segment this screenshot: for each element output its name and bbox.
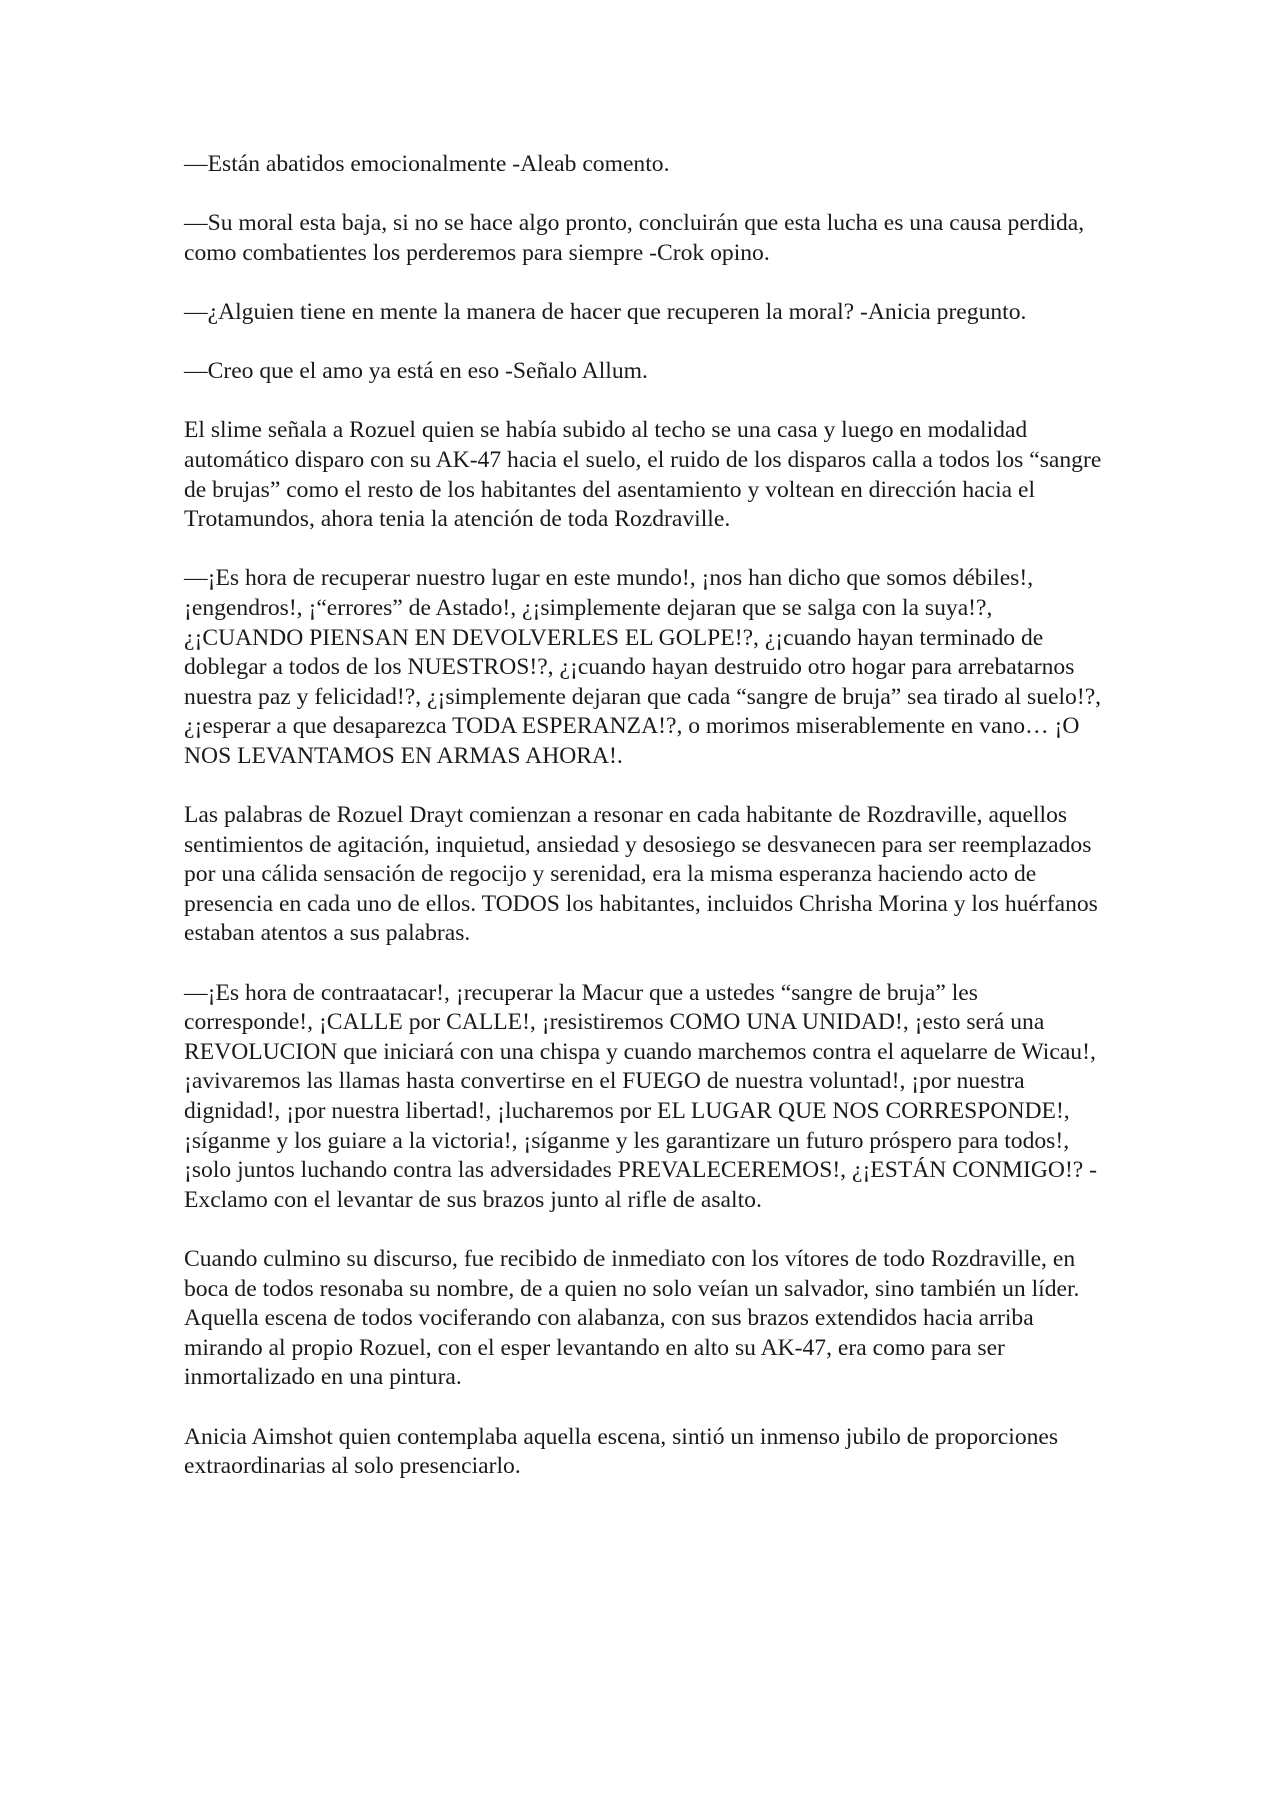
paragraph: —¡Es hora de recuperar nuestro lugar en este mundo!, ¡nos han dicho que somos débiles!, ¡engendros!, ¡“errores” de Astado!, ¿¡simplemente dejaran que se salga con la suya!?, ¿¡CUANDO PIENSAN EN DEVOLVERLES EL GOLPE!?, ¿¡cuando hayan terminado de doblegar a todos de los NUESTROS!?, ¿¡cuando hayan destruido otro hogar para arrebatarnos nuestra paz y felicidad!?, ¿¡simplemente dejaran que cada “sangre de bruja” sea tirado al suelo!?, ¿¡esperar a que desaparezca TODA ESPERANZA!?, o morimos miserablemente en vano… ¡O NOS LEVANTAMOS EN ARMAS AHORA!. bbox=[184, 565, 1102, 769]
paragraph: —Están abatidos emocionalmente -Aleab comento. bbox=[184, 151, 670, 177]
paragraph: Cuando culmino su discurso, fue recibido de inmediato con los vítores de todo Rozdraville, en boca de todos resonaba su nombre, de a quien no solo veían un salvador, sino también un líder. Aquella escena de todos vociferando con alabanza, con sus brazos extendidos hacia arriba mirando al propio Rozuel, con el esper levantando en alto su AK-47, era como para ser inmortalizado en una pintura. bbox=[184, 1245, 1080, 1391]
paragraph: —¡Es hora de contraatacar!, ¡recuperar la Macur que a ustedes “sangre de bruja” les corresponde!, ¡CALLE por CALLE!, ¡resistiremos COMO UNA UNIDAD!, ¡esto será una REVOLUCION que iniciará con una chispa y cuando marchemos contra el aquelarre de Wicau!, ¡avivaremos las llamas hasta convertirse en el FUEGO de nuestra voluntad!, ¡por nuestra dignidad!, ¡por nuestra libertad!, ¡lucharemos por EL LUGAR QUE NOS CORRESPONDE!, ¡síganme y los guiare a la victoria!, ¡síganme y les garantizare un futuro próspero para todos!, ¡solo juntos luchando contra las adversidades PREVALECEREMOS!, ¿¡ESTÁN CONMIGO!? -Exclamo con el levantar de sus brazos junto al rifle de asalto. bbox=[184, 979, 1098, 1213]
paragraph: —Creo que el amo ya está en eso -Señalo Allum. bbox=[184, 358, 648, 385]
paragraph: —Su moral esta baja, si no se hace algo pronto, concluirán que esta lucha es una causa perdida, como combatientes los perderemos para siempre -Crok opino. bbox=[184, 210, 1085, 266]
paragraph: El slime señala a Rozuel quien se había subido al techo se una casa y luego en modalidad automático disparo con su AK-47 hacia el suelo, el ruido de los disparos calla a todos los “sangre de brujas” como el resto de los habitantes del asentamiento y voltean en dirección hacia el Trotamundos, ahora tenia la atención de toda Rozdraville. bbox=[184, 417, 1102, 533]
paragraph: Anicia Aimshot quien contemplaba aquella escena, sintió un inmenso jubilo de proporciones extraordinarias al solo presenciarlo. bbox=[184, 1423, 1059, 1480]
paragraph: —¿Alguien tiene en mente la manera de hacer que recuperen la moral? -Anicia pregunto. bbox=[184, 298, 1027, 325]
document-body bbox=[184, 150, 1104, 1482]
paragraph: Las palabras de Rozuel Drayt comienzan a resonar en cada habitante de Rozdraville, aquellos sentimientos de agitación, inquietud, ansiedad y desosiego se desvanecen para ser reemplazados por una cálida sensación de regocijo y serenidad, era la misma esperanza haciendo acto de presencia en cada uno de ellos. TODOS los habitantes, incluidos Chrisha Morina y los huérfanos estaban atentos a sus palabras. bbox=[184, 802, 1098, 947]
